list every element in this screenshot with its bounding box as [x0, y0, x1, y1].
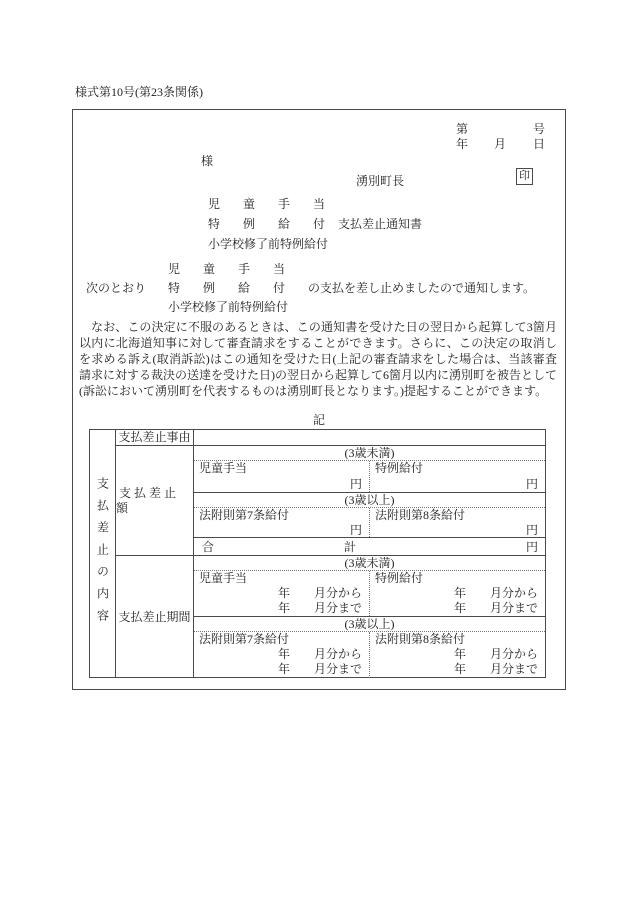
sender-name: 湧別町長 — [356, 174, 405, 188]
period-from: 年 月分から — [277, 647, 362, 661]
period-article7-cell — [194, 632, 370, 678]
child-allowance-label: 児童手当 — [199, 571, 248, 585]
period-article8-cell — [370, 632, 545, 678]
special-benefit-label: 特例給付 — [375, 461, 424, 475]
law-article7-label: 法附則第7条給付 — [199, 632, 290, 646]
amount-section — [116, 446, 545, 556]
notice-statement: の支払を差し止めましたので通知します。 — [308, 281, 536, 295]
child-allowance-label: 児童手当 — [199, 461, 248, 475]
doc-number-prefix: 第 — [456, 122, 469, 136]
period-row-label: 支払差止期間 — [116, 556, 194, 678]
reason-row — [116, 430, 545, 446]
table-body — [116, 430, 545, 677]
period-under3-header: (3歳未満) — [194, 556, 545, 571]
yen-unit: 円 — [349, 523, 362, 537]
amount-article8-cell — [370, 508, 545, 537]
period-to: 年 月分まで — [277, 662, 362, 676]
law-article8-label: 法附則第8条給付 — [375, 632, 466, 646]
appeal-paragraph: なお、この決定に不服のあるときは、この通知書を受けた日の翌日から起算して3箇月以内に北海道知事に対して審査請求をすることができます。さらに、この決定の取消しを求める訴え(取消訴訟)はこの通知を受けた日(上記の審査請求をした場合は、当該審査請求に対する裁決の送達を受けた日)の翌日から起算して6箇月以内に湧別町を被告として(訴訟において湧別町を代表するものは湧別町長となります。)提起することができます。 — [79, 320, 557, 398]
amount-under3-row — [194, 461, 545, 493]
period-child-allowance-cell — [194, 571, 370, 616]
suspension-table — [89, 429, 546, 678]
title-benefit-2: 特例給付 — [208, 217, 349, 231]
yen-unit: 円 — [525, 540, 538, 554]
notice-benefit-2: 特例給付 — [168, 281, 309, 295]
notice-benefit-1: 児童手当 — [168, 262, 309, 276]
total-label-right: 計 — [343, 540, 356, 554]
amount-row-label: 支払差止額 — [116, 446, 194, 555]
table-side-header-cell — [90, 430, 116, 677]
period-to: 年 月分まで — [277, 601, 362, 615]
period-to: 年 月分まで — [453, 662, 538, 676]
document-border-box — [72, 109, 566, 690]
table-side-header: 支払差止の内容 — [95, 476, 110, 631]
period-to: 年 月分まで — [453, 601, 538, 615]
amount-under3-header: (3歳未満) — [194, 446, 545, 461]
period-from: 年 月分から — [453, 586, 538, 600]
amount-article7-cell — [194, 508, 370, 537]
reason-value-cell — [194, 430, 545, 445]
title-benefit-3: 小学校修了前特例給付 — [208, 237, 329, 251]
amount-child-allowance-cell — [194, 461, 370, 492]
record-marker: 記 — [312, 413, 325, 427]
law-article8-label: 法附則第8条給付 — [375, 508, 466, 522]
notice-lead: 次のとおり — [86, 281, 147, 295]
reason-row-label: 支払差止事由 — [116, 430, 194, 445]
special-benefit-label: 特例給付 — [375, 571, 424, 585]
title-benefit-1: 児童手当 — [208, 197, 349, 211]
yen-unit: 円 — [525, 523, 538, 537]
amount-content — [194, 446, 545, 555]
date-day-label: 日 — [533, 137, 546, 151]
doc-number-suffix: 号 — [533, 122, 546, 136]
period-over3-header: (3歳以上) — [194, 617, 545, 632]
amount-total-row — [194, 538, 545, 555]
amount-over3-header: (3歳以上) — [194, 493, 545, 508]
yen-unit: 円 — [349, 477, 362, 491]
period-content — [194, 556, 545, 678]
total-label-left: 合 — [202, 540, 215, 554]
amount-special-benefit-cell — [370, 461, 545, 492]
period-from: 年 月分から — [453, 647, 538, 661]
law-article7-label: 法附則第7条給付 — [199, 508, 290, 522]
title-suffix: 支払差止通知書 — [338, 217, 423, 231]
period-under3-row — [194, 571, 545, 617]
period-over3-row — [194, 632, 545, 678]
period-special-benefit-cell — [370, 571, 545, 616]
notice-benefit-3: 小学校修了前特例給付 — [168, 300, 289, 314]
date-month-label: 月 — [494, 137, 507, 151]
seal-stamp: 印 — [516, 168, 533, 185]
amount-over3-row — [194, 508, 545, 538]
period-from: 年 月分から — [277, 586, 362, 600]
total-label — [194, 538, 370, 555]
yen-unit: 円 — [525, 477, 538, 491]
period-section — [116, 556, 545, 678]
date-year-label: 年 — [456, 137, 469, 151]
addressee-honorific: 様 — [201, 154, 214, 168]
form-number-label: 様式第10号(第23条関係) — [75, 85, 203, 99]
